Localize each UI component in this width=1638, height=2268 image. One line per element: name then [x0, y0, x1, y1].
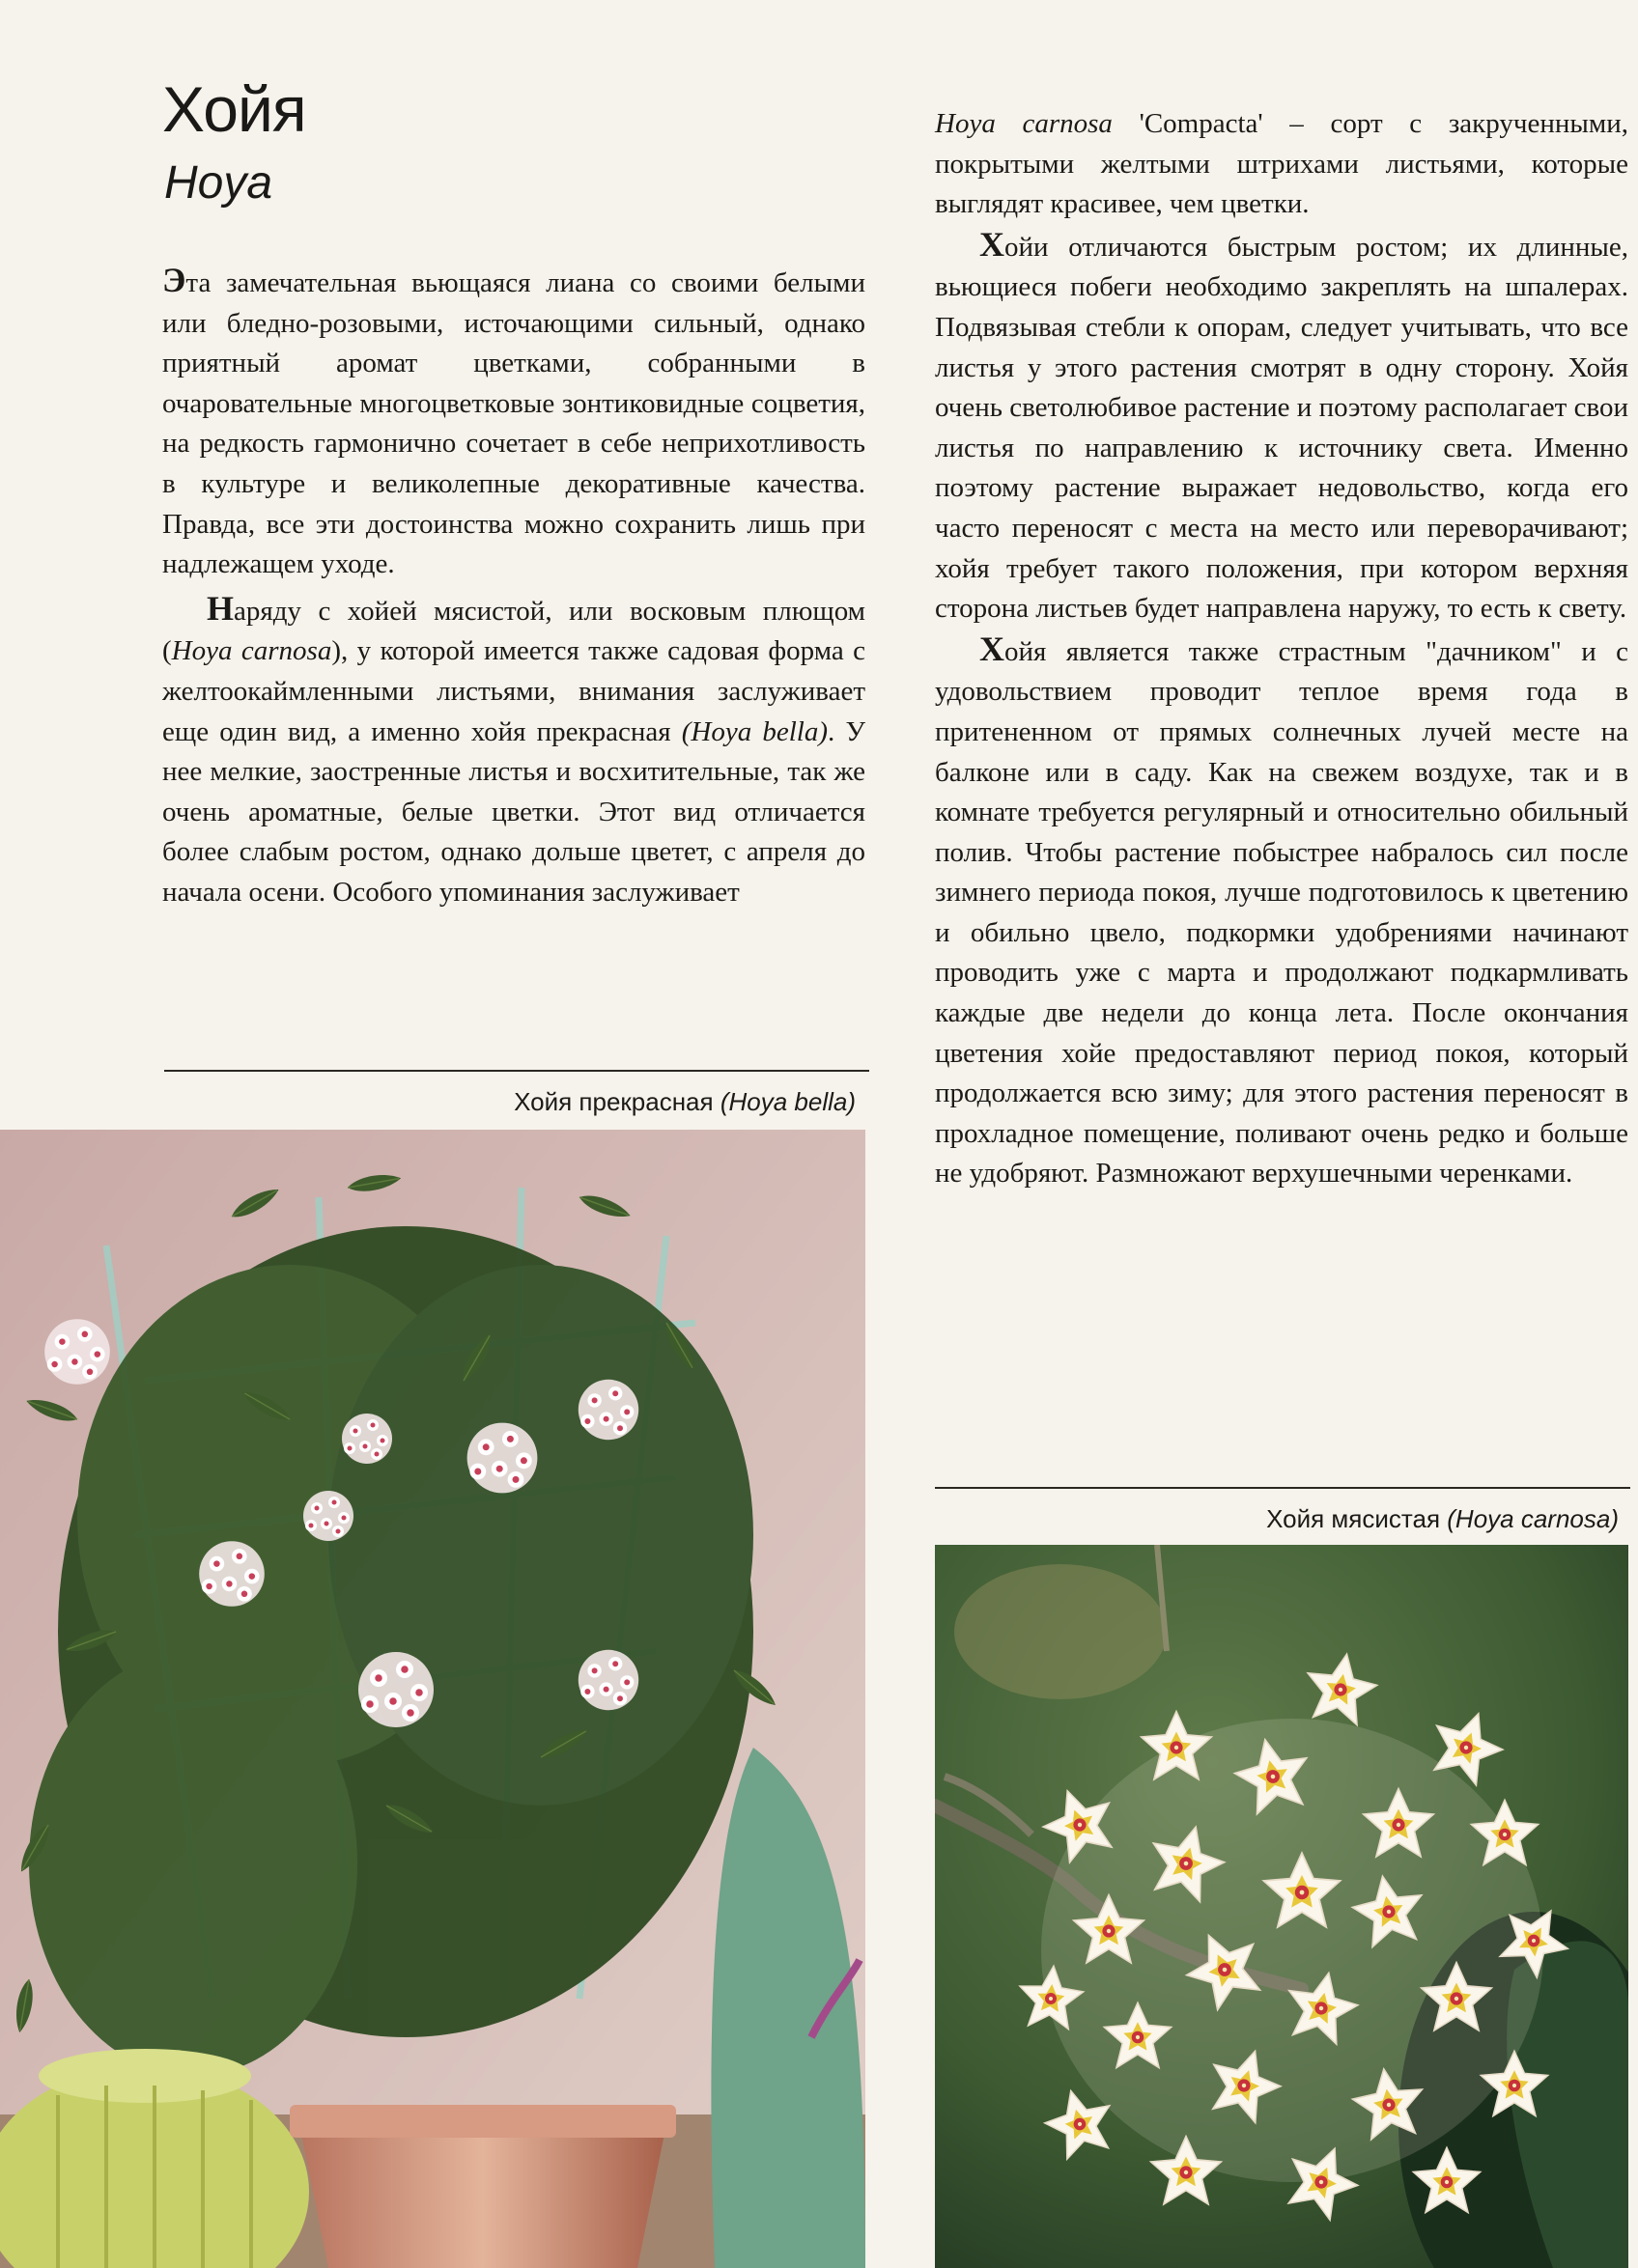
caption-hoya-bella	[164, 1087, 856, 1116]
latin-name: Hoya carnosa	[935, 108, 1113, 139]
caption-rule	[164, 1070, 869, 1072]
dropcap: Н	[207, 588, 235, 628]
paragraph-text: та замечательная вьющаяся лиана со своими белыми или бледно-розовыми, источающими сильный, однако приятный аромат цветками, собранными в очаровательные многоцветковые зонтиковидные соцветия, на редкость гармонично сочетает в себе неприхотливость в культуре и великолепные декоративные качества. Правда, все эти достоинства можно сохранить лишь при надлежащем уходе.	[162, 267, 865, 580]
caption-text: Хойя мясистая	[1266, 1504, 1448, 1533]
latin-name: (Hoya bella)	[681, 715, 829, 747]
latin-title: Hoya	[164, 157, 273, 209]
caption-hoya-carnosa	[935, 1504, 1619, 1533]
photo-hoya-carnosa	[935, 1545, 1628, 2268]
paragraph-text: ойи отличаются быстрым ростом; их длинные, вьющиеся побеги необходимо закреплять на шпалерах. Подвязывая стебли к опорам, следует учитывать, что все листья у этого растения смотрят в одну сторону. Хойя очень светолюбивое растение и поэтому располагает свои листья по направлению к источнику света. Именно поэтому растение выражает недовольство, когда его часто переносят с места на место или переворачивают; хойя требует такого положения, при котором верхняя сторона листьев будет направлена наружу, то есть к свету.	[935, 231, 1628, 625]
latin-name: Hoya carnosa	[171, 635, 332, 667]
paragraph-text: ), у которой имеется также садовая форма с желтоокаймленными листьями, внимания заслуживает еще один вид, а именно хойя прекрасная	[162, 635, 865, 747]
caption-latin: (Hoya carnosa)	[1447, 1504, 1619, 1533]
paragraph-growth	[935, 225, 1628, 630]
paragraph-species	[162, 589, 865, 913]
paragraph-text: . У нее мелкие, заостренные листья и восхитительные, так же очень ароматные, белые цветки. Этот вид отличается более слабым ростом, однако дольше цветет, с апреля до начала осени. Особого упоминания заслуживает	[162, 715, 865, 908]
page-title: Хойя	[162, 73, 306, 145]
caption-text: Хойя прекрасная	[514, 1087, 720, 1116]
paragraph-text: аряду с хойей мясистой, или восковым плющом (	[162, 595, 865, 667]
dropcap: Х	[979, 629, 1004, 668]
paragraph-care	[935, 630, 1628, 1194]
caption-rule	[935, 1487, 1630, 1489]
paragraph-compacta	[935, 104, 1628, 225]
paragraph-text: 'Compacta' – сорт с закрученными, покрытыми желтыми штрихами листьями, которые выглядят красивее, чем цветки.	[935, 108, 1628, 220]
right-text-column	[935, 104, 1628, 1194]
photo-hoya-bella	[0, 1130, 865, 2268]
paragraph-text: ойя является также страстным "дачником" и с удовольствием проводит теплое время года в притененном от прямых солнечных лучей месте на балконе или в саду. Как на свежем воздухе, так и в комнате требуется регулярный и относительно обильный полив. Чтобы растение побыстрее набралось сил после зимнего периода покоя, лучше подготовилось к цветению и обильно цвело, подкормки удобрениями начинают проводить уже с марта и продолжают подкармливать каждые две недели до конца лета. После окончания цветения хойе предоставляют период покоя, который продолжается всю зиму; для этого растения переносят в прохладное помещение, поливают очень редко и больше не удобряют. Размножают верхушечными черенками.	[935, 635, 1628, 1190]
dropcap: Х	[979, 224, 1004, 264]
dropcap: Э	[162, 261, 186, 299]
caption-latin: (Hoya bella)	[720, 1087, 856, 1116]
left-text-column	[162, 261, 865, 913]
paragraph-intro	[162, 261, 865, 585]
